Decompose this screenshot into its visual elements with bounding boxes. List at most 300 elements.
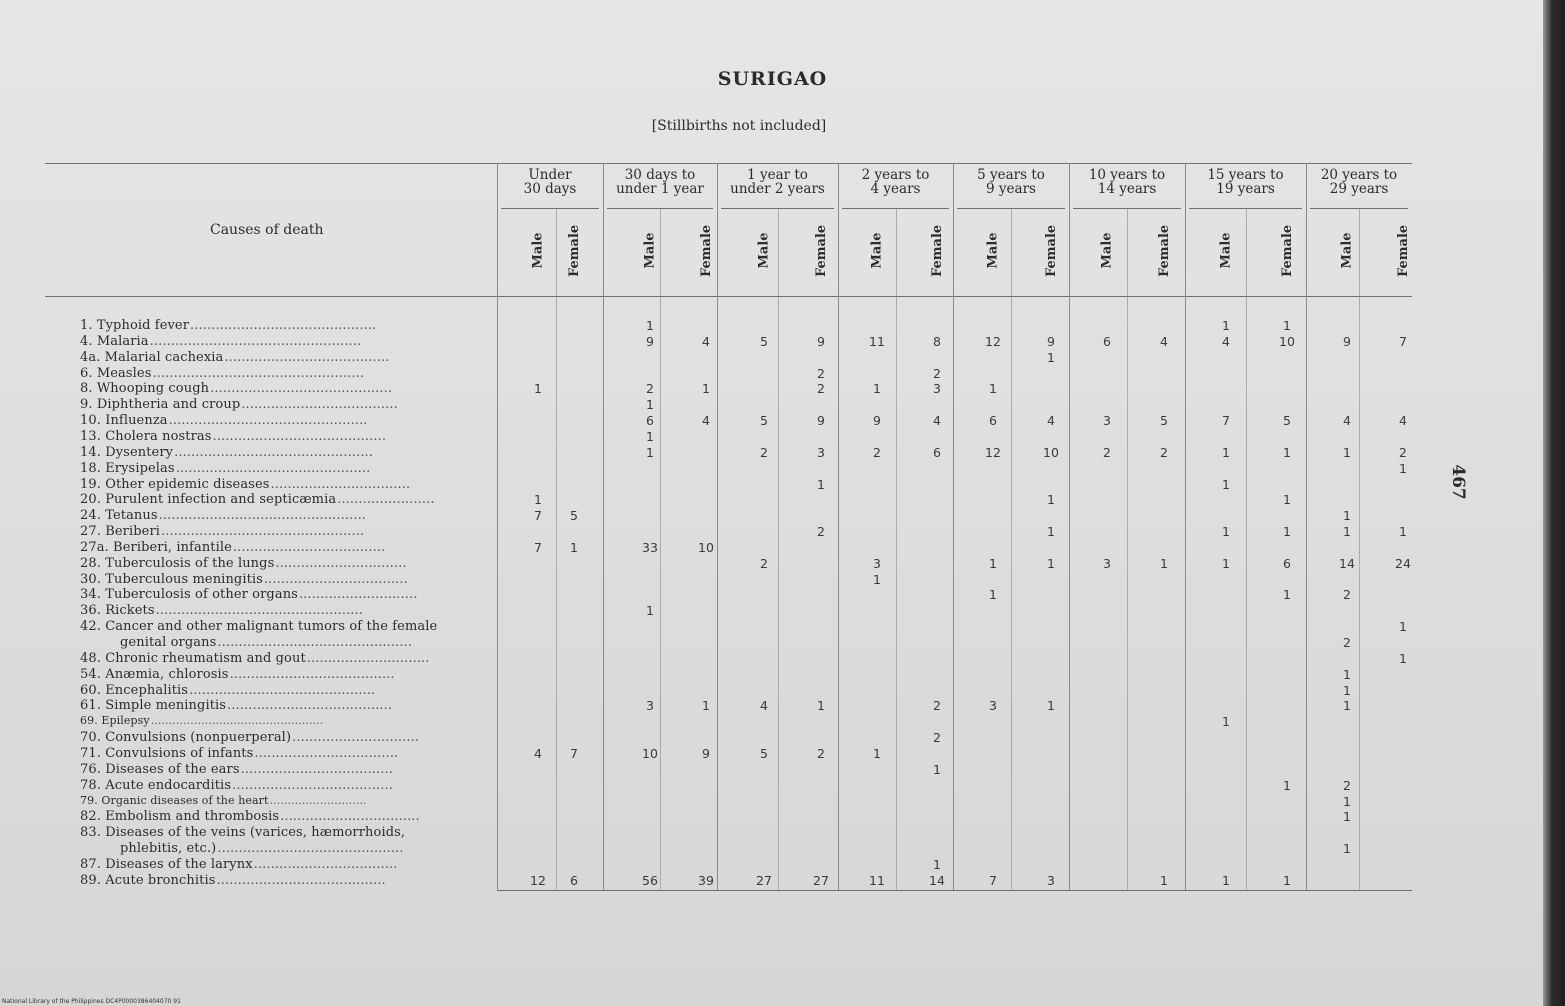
cause-text: genital organs [120, 635, 217, 650]
leader-dots: .................................. [253, 856, 398, 872]
age-group-header [1185, 168, 1306, 196]
cause-row-label [80, 603, 490, 618]
leader-dots: ............................................ [189, 682, 376, 698]
sex-column-header: Male [642, 232, 658, 269]
leader-dots: ........................... [269, 793, 367, 807]
table-cell-value: 1 [1047, 524, 1055, 540]
table-cell-value: 2 [760, 555, 768, 571]
leader-dots: ....................... [337, 492, 435, 508]
cause-text: 48. Chronic rheumatism and gout [80, 650, 306, 666]
table-cell-value: 3 [817, 444, 825, 460]
table-cell-value: 1 [1222, 476, 1230, 492]
table-cell-value: 6 [1103, 333, 1111, 349]
leader-dots: ............................................ [217, 841, 404, 857]
table-cell-value: 1 [1047, 349, 1055, 365]
page-title: SURIGAO [717, 68, 828, 90]
table-cell-value: 6 [570, 872, 578, 888]
page-number: 467 [1447, 464, 1468, 500]
sex-column-header: Male [530, 232, 546, 269]
age-group-line: 2 years to [861, 167, 930, 183]
cause-row-label [80, 366, 490, 381]
table-cell-value: 2 [817, 524, 825, 540]
cause-text: phlebitis, etc.) [120, 841, 217, 857]
table-cell-value: 9 [817, 333, 825, 349]
table-cell-value: 5 [1160, 413, 1168, 429]
cause-row-label [80, 556, 490, 571]
group-divider [1069, 163, 1070, 890]
table-cell-value: 1 [1283, 587, 1291, 603]
sex-column-header: Female [1043, 224, 1059, 277]
table-cell-value: 2 [817, 745, 825, 761]
table-cell-value: 7 [989, 872, 997, 888]
table-cell-value: 2 [1343, 635, 1351, 650]
group-divider [838, 163, 839, 890]
table-cell-value: 5 [760, 333, 768, 349]
table-cell-value: 14 [929, 872, 945, 888]
table-cell-value: 7 [1399, 333, 1407, 349]
table-cell-value: 8 [933, 333, 941, 349]
age-group-line: 5 years to [977, 167, 1045, 183]
table-cell-value: 1 [1222, 714, 1230, 730]
cause-row-label [80, 809, 490, 824]
age-group-line: 30 days to [624, 167, 696, 183]
leader-dots: .................................. [254, 745, 399, 761]
table-cell-value: 10 [1043, 444, 1059, 460]
group-divider [603, 163, 604, 890]
leader-dots: ....................................... [224, 349, 390, 365]
table-cell-value: 1 [534, 492, 542, 508]
table-cell-value: 4 [702, 333, 710, 349]
age-group-line: under 2 years [730, 181, 825, 197]
table-cell-value: 1 [1343, 444, 1351, 460]
table-cell-value: 1 [989, 555, 997, 571]
table-cell-value: 1 [989, 381, 997, 397]
cause-row-label [80, 762, 490, 777]
table-cell-value: 10 [698, 539, 714, 555]
sex-column-header: Female [813, 224, 829, 277]
cause-row-label [80, 477, 490, 492]
cause-row-label [80, 524, 490, 539]
group-divider [1306, 163, 1307, 890]
cause-row-label [80, 318, 490, 333]
sex-column-header: Male [1218, 232, 1234, 269]
cause-row-label [80, 825, 490, 840]
table-cell-value: 1 [873, 571, 881, 587]
sex-divider [778, 208, 779, 890]
table-cell-value: 2 [873, 444, 881, 460]
leader-dots: .............................................. [175, 460, 371, 476]
table-cell-value: 39 [698, 872, 714, 888]
cause-text: 8. Whooping cough [80, 381, 210, 397]
table-cell-value: 2 [760, 444, 768, 460]
cause-text: 71. Convulsions of infants [80, 745, 254, 761]
table-cell-value: 1 [1399, 524, 1407, 540]
table-cell-value: 4 [702, 413, 710, 429]
table-cell-value: 14 [1339, 555, 1355, 571]
leader-dots: ......................................... [212, 428, 387, 444]
table-cell-value: 2 [933, 365, 941, 381]
table-cell-value: 1 [1399, 619, 1407, 635]
table-cell-value: 5 [570, 508, 578, 524]
age-group-line: 10 years to [1088, 167, 1166, 183]
table-cell-value: 6 [646, 413, 654, 429]
table-bottom-rule [497, 890, 1412, 891]
table-cell-value: 9 [873, 413, 881, 429]
table-cell-value: 2 [933, 698, 941, 714]
table-cell-value: 1 [873, 381, 881, 397]
table-cell-value: 9 [817, 413, 825, 429]
table-cell-value: 1 [1343, 793, 1351, 809]
table-cell-value: 1 [702, 381, 710, 397]
table-cell-value: 5 [760, 413, 768, 429]
age-group-line: 30 days [523, 181, 577, 197]
leader-dots: ................................................. [155, 603, 363, 619]
table-cell-value: 4 [1047, 413, 1055, 429]
table-cell-value: 1 [646, 397, 654, 413]
table-cell-value: 4 [1160, 333, 1168, 349]
cause-row-label [80, 429, 490, 444]
table-cell-value: 1 [646, 444, 654, 460]
age-group-line: 4 years [870, 181, 921, 197]
sex-column-header: Male [756, 232, 772, 269]
table-cell-value: 4 [1343, 413, 1351, 429]
cause-text: 82. Embolism and thrombosis [80, 809, 280, 825]
group-divider [953, 163, 954, 890]
table-cell-value: 1 [933, 856, 941, 872]
leader-dots: ........................................ [216, 872, 386, 888]
table-cell-value: 1 [1283, 444, 1291, 460]
cause-text: 30. Tuberculous meningitis [80, 571, 263, 587]
table-cell-value: 1 [646, 603, 654, 619]
table-cell-value: 4 [1222, 333, 1230, 349]
table-cell-value: 1 [873, 745, 881, 761]
table-cell-value: 4 [1399, 413, 1407, 429]
leader-dots: .................................... [232, 539, 386, 555]
table-cell-value: 3 [1103, 413, 1111, 429]
table-cell-value: 2 [646, 381, 654, 397]
table-cell-value: 1 [1283, 524, 1291, 540]
table-cell-value: 1 [1047, 555, 1055, 571]
table-cell-value: 3 [989, 698, 997, 714]
leader-dots: ............................. [306, 650, 430, 666]
age-group-header [497, 168, 603, 196]
table-cell-value: 1 [1047, 492, 1055, 508]
sex-column-header: Female [929, 224, 945, 277]
table-cell-value: 9 [1047, 333, 1055, 349]
cause-row-label [80, 540, 490, 555]
table-cell-value: 12 [985, 444, 1001, 460]
table-cell-value: 1 [989, 587, 997, 603]
leader-dots: .............................................. [217, 635, 413, 650]
cause-text: 69. Epilepsy [80, 714, 150, 728]
cause-text: 79. Organic diseases of the heart [80, 793, 269, 807]
cause-row-label [80, 445, 490, 460]
table-cell-value: 1 [534, 381, 542, 397]
age-group-header [838, 168, 953, 196]
table-cell-value: 2 [1103, 444, 1111, 460]
cause-row-label [80, 587, 490, 602]
age-group-line: 1 year to [747, 167, 808, 183]
scan-edge [1543, 0, 1565, 1006]
cause-row-label [80, 683, 490, 698]
table-cell-value: 12 [985, 333, 1001, 349]
cause-row-label [80, 651, 490, 666]
sex-column-header: Female [1279, 224, 1295, 277]
table-cell-value: 2 [817, 381, 825, 397]
table-cell-value: 33 [642, 539, 658, 555]
leader-dots: ............................... [275, 555, 407, 571]
sex-column-header: Male [985, 232, 1001, 269]
table-cell-value: 2 [1399, 444, 1407, 460]
age-group-line: 14 years [1097, 181, 1157, 197]
table-cell-value: 12 [530, 872, 546, 888]
sex-divider [1127, 208, 1128, 890]
cause-row-label [120, 841, 530, 856]
cause-text: 14. Dysentery [80, 444, 174, 460]
cause-row-label [80, 492, 490, 507]
cause-row-label [80, 572, 490, 587]
table-cell-value: 1 [702, 698, 710, 714]
table-cell-value: 1 [1283, 318, 1291, 333]
cause-row-label [80, 667, 490, 682]
leader-dots: ....................................... [229, 666, 395, 682]
table-cell-value: 7 [534, 508, 542, 524]
table-cell-value: 11 [869, 872, 885, 888]
table-cell-value: 2 [1343, 777, 1351, 793]
cause-row-label [80, 413, 490, 428]
sex-column-header: Female [1395, 224, 1411, 277]
table-cell-value: 24 [1395, 555, 1411, 571]
leader-dots: ............................................ [190, 318, 377, 333]
age-group-line: 19 years [1216, 181, 1275, 197]
leader-dots: .................................................. [152, 365, 365, 381]
group-divider [717, 163, 718, 890]
table-cell-value: 1 [1343, 809, 1351, 825]
table-cell-value: 7 [570, 745, 578, 761]
table-cell-value: 1 [1283, 492, 1291, 508]
cause-text: 18. Erysipelas [80, 460, 175, 476]
table-cell-value: 1 [1222, 555, 1230, 571]
cause-row-label [80, 619, 490, 634]
table-cell-value: 27 [756, 872, 772, 888]
table-cell-value: 1 [646, 428, 654, 444]
leader-dots: .............................. [292, 730, 420, 746]
leader-dots: ............................................... [168, 413, 368, 429]
table-cell-value: 1 [817, 476, 825, 492]
sex-column-header: Male [1339, 232, 1355, 269]
sex-divider [1011, 208, 1012, 890]
page-subtitle: [Stillbirths not included] [651, 118, 827, 134]
table-cell-value: 1 [1222, 318, 1230, 333]
table-cell-value: 1 [1222, 872, 1230, 888]
table-cell-value: 9 [646, 333, 654, 349]
table-cell-value: 5 [1283, 413, 1291, 429]
age-group-header [1069, 168, 1185, 196]
leader-dots: ................................................. [158, 508, 367, 524]
sex-divider [1359, 208, 1360, 890]
leader-dots: ................................. [270, 476, 411, 492]
table-cell-value: 1 [1343, 682, 1351, 698]
table-cell-value: 1 [1222, 524, 1230, 540]
table-cell-value: 6 [933, 444, 941, 460]
table-cell-value: 2 [817, 365, 825, 381]
sex-column-header: Male [1099, 232, 1115, 269]
sex-column-header: Female [698, 224, 714, 277]
age-group-header [1306, 168, 1412, 196]
cause-text: 34. Tuberculosis of other organs [80, 587, 298, 603]
age-group-line: 29 years [1329, 181, 1389, 197]
cause-text: 27. Beriberi [80, 524, 161, 540]
leader-dots: ............................................... [174, 444, 374, 460]
table-cell-value: 1 [1343, 698, 1351, 714]
cause-text: 4. Malaria [80, 333, 149, 349]
table-cell-value: 7 [1222, 413, 1230, 429]
table-cell-value: 1 [570, 539, 578, 555]
cause-text: 42. Cancer and other malignant tumors of the female [80, 619, 438, 635]
table-cell-value: 56 [642, 872, 658, 888]
age-group-header [953, 168, 1069, 196]
cause-row-label [80, 508, 490, 523]
cause-row-label [80, 381, 490, 396]
cause-text: 4a. Malarial cachexia [80, 349, 224, 365]
cause-text: 28. Tuberculosis of the lungs [80, 555, 275, 571]
leader-dots: ................................................ [161, 524, 365, 540]
age-group-line: under 1 year [616, 181, 704, 197]
table-top-rule [45, 163, 1412, 164]
table-cell-value: 4 [534, 745, 542, 761]
cause-text: 76. Diseases of the ears [80, 761, 240, 777]
cause-text: 9. Diphtheria and croup [80, 397, 241, 413]
table-cell-value: 1 [1222, 444, 1230, 460]
sex-column-header: Male [869, 232, 885, 269]
leader-dots: .................................. [263, 571, 408, 587]
cause-text: 1. Typhoid fever [80, 318, 190, 333]
cause-text: 83. Diseases of the veins (varices, hæmorrhoids, [80, 825, 406, 841]
cause-row-label [80, 714, 490, 727]
cause-text: 89. Acute bronchitis [80, 872, 216, 888]
table-cell-value: 1 [1283, 777, 1291, 793]
cause-text: 54. Anæmia, chlorosis [80, 666, 229, 682]
leader-dots: .................................................. [149, 333, 362, 349]
cause-row-label [80, 778, 490, 793]
group-divider [1185, 163, 1186, 890]
table-cell-value: 1 [933, 761, 941, 777]
table-cell-value: 4 [760, 698, 768, 714]
table-cell-value: 11 [869, 333, 885, 349]
scan-footer: National Library of the Philippines DC4P0000386404070 91 [2, 998, 181, 1005]
table-cell-value: 3 [1047, 872, 1055, 888]
table-cell-value: 1 [1343, 666, 1351, 682]
table-cell-value: 1 [1343, 508, 1351, 524]
age-group-line: Under [528, 167, 572, 183]
cause-row-label [80, 794, 490, 807]
table-cell-value: 1 [1343, 524, 1351, 540]
cause-row-label [80, 698, 490, 713]
table-cell-value: 2 [933, 730, 941, 746]
table-cell-value: 1 [817, 698, 825, 714]
age-group-header [717, 168, 838, 196]
table-cell-value: 9 [702, 745, 710, 761]
table-cell-value: 1 [646, 318, 654, 333]
cause-text: 36. Rickets [80, 603, 155, 619]
table-cell-value: 1 [1160, 555, 1168, 571]
cause-text: 13. Cholera nostras [80, 428, 212, 444]
leader-dots: ..................................... [241, 397, 398, 413]
cause-text: 87. Diseases of the larynx [80, 856, 253, 872]
leader-dots: ....................................... [227, 698, 393, 714]
leader-dots: .................................... [240, 761, 393, 777]
age-group-line: 9 years [986, 181, 1036, 197]
cause-text: 6. Measles [80, 365, 152, 381]
table-cell-value: 6 [1283, 555, 1291, 571]
cause-row-label [80, 873, 490, 888]
table-cell-value: 1 [1160, 872, 1168, 888]
sex-column-header: Female [1156, 224, 1172, 277]
sex-divider [1246, 208, 1247, 890]
cause-row-label [80, 334, 490, 349]
cause-row-label [80, 746, 490, 761]
table-cell-value: 5 [760, 745, 768, 761]
causes-header-label: Causes of death [210, 222, 324, 238]
cause-row-label [120, 635, 530, 650]
cause-text: 61. Simple meningitis [80, 698, 227, 714]
table-cell-value: 27 [813, 872, 829, 888]
table-cell-value: 4 [933, 413, 941, 429]
group-under-rule [501, 208, 599, 209]
cause-text: 78. Acute endocarditis [80, 777, 232, 793]
table-cell-value: 3 [873, 555, 881, 571]
table-cell-value: 1 [1343, 841, 1351, 857]
leader-dots: ........................................... [210, 381, 393, 397]
leader-dots: ................................................ [150, 714, 324, 728]
age-group-line: 15 years to [1207, 167, 1284, 183]
cause-text: 20. Purulent infection and septicæmia [80, 492, 337, 508]
age-group-line: 20 years to [1320, 167, 1398, 183]
table-cell-value: 9 [1343, 333, 1351, 349]
table-cell-value: 3 [646, 698, 654, 714]
cause-text: 60. Encephalitis [80, 682, 189, 698]
cause-row-label [80, 730, 490, 745]
table-cell-value: 1 [1399, 460, 1407, 476]
table-cell-value: 6 [989, 413, 997, 429]
cause-text: 19. Other epidemic diseases [80, 476, 270, 492]
group-divider [497, 163, 498, 890]
sex-divider [896, 208, 897, 890]
cause-row-label [80, 350, 490, 365]
table-cell-value: 10 [642, 745, 658, 761]
table-cell-value: 1 [1399, 650, 1407, 666]
cause-row-label [80, 857, 490, 872]
leader-dots: ............................ [298, 587, 418, 603]
cause-row-label [80, 397, 490, 412]
cause-text: 27a. Beriberi, infantile [80, 539, 232, 555]
leader-dots: ...................................... [232, 777, 393, 793]
age-group-header [603, 168, 717, 196]
cause-row-label [80, 461, 490, 476]
cause-text: 70. Convulsions (nonpuerperal) [80, 730, 292, 746]
cause-text: 24. Tetanus [80, 508, 158, 524]
table-cell-value: 7 [534, 539, 542, 555]
table-cell-value: 1 [1283, 872, 1291, 888]
table-cell-value: 1 [1047, 698, 1055, 714]
sex-divider [556, 208, 557, 890]
table-cell-value: 2 [1160, 444, 1168, 460]
table-cell-value: 2 [1343, 587, 1351, 603]
sex-column-header: Female [566, 224, 582, 277]
cause-text: 10. Influenza [80, 413, 168, 429]
table-cell-value: 3 [933, 381, 941, 397]
table-cell-value: 3 [1103, 555, 1111, 571]
